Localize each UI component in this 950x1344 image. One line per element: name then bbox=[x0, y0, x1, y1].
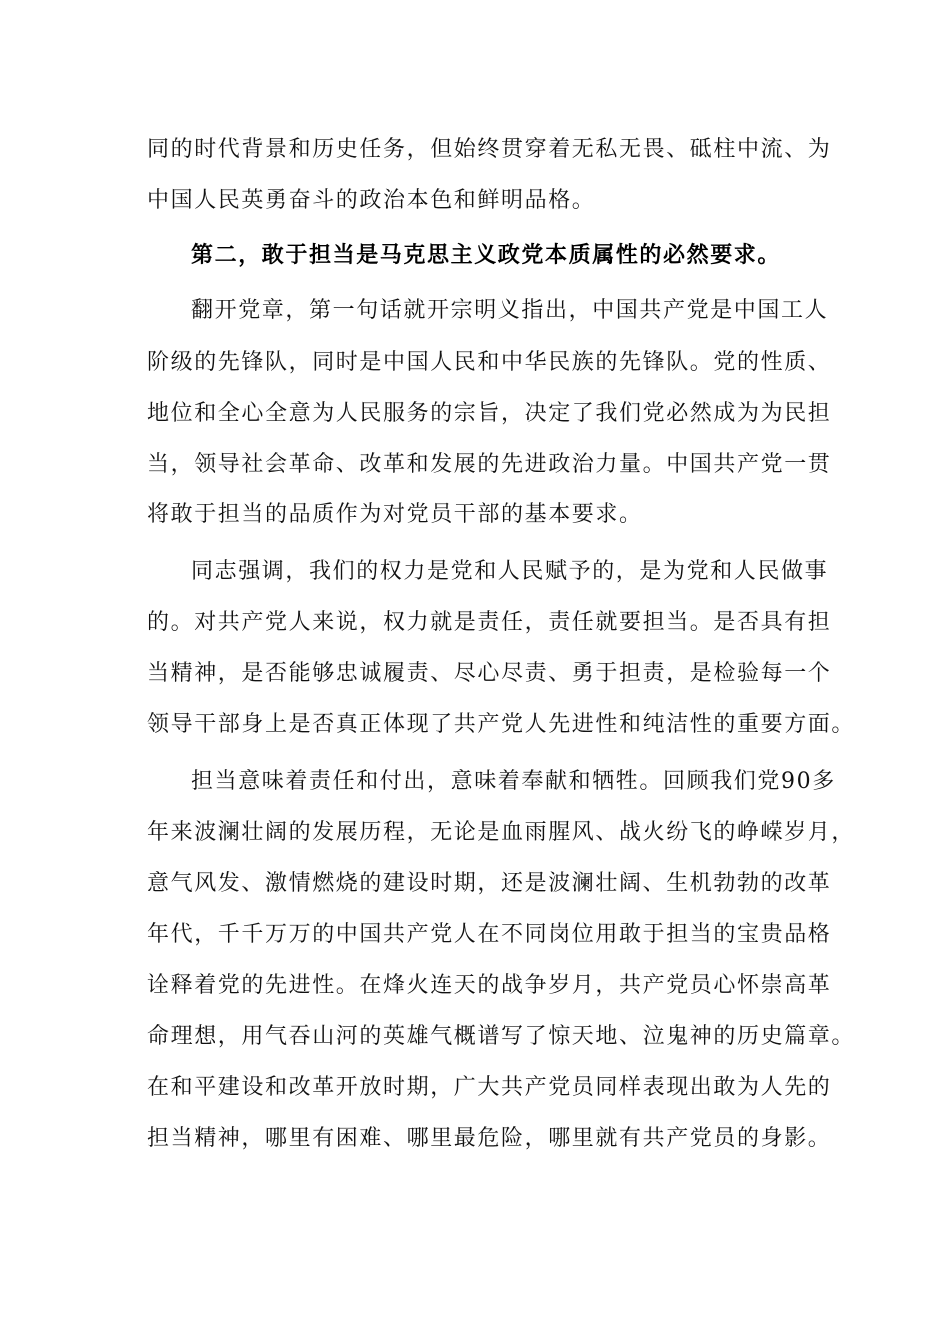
text-line: 在和平建设和改革开放时期，广大共产党员同样表现出敢为人先的 bbox=[147, 1075, 832, 1100]
text-line: 诠释着党的先进性。在烽火连天的战争岁月，共产党员心怀崇高革 bbox=[147, 973, 832, 998]
text-line: 担当精神，哪里有困难、哪里最危险，哪里就有共产党员的身影。 bbox=[147, 1126, 832, 1151]
text-line: 年来波澜壮阔的发展历程，无论是血雨腥风、战火纷飞的峥嵘岁月， bbox=[147, 820, 856, 845]
text-line: 当，领导社会革命、改革和发展的先进政治力量。中国共产党一贯 bbox=[147, 452, 832, 477]
text-line: 阶级的先锋队，同时是中国人民和中华民族的先锋队。党的性质、 bbox=[147, 350, 832, 375]
text-line: 意气风发、激情燃烧的建设时期，还是波澜壮阔、生机勃勃的改革 bbox=[147, 871, 832, 896]
text-line: 中国人民英勇奋斗的政治本色和鲜明品格。 bbox=[147, 188, 596, 213]
text-line: 的。对共产党人来说，权力就是责任，责任就要担当。是否具有担 bbox=[147, 610, 832, 635]
text-line: 将敢于担当的品质作为对党员干部的基本要求。 bbox=[147, 502, 643, 527]
text-line: 领导干部身上是否真正体现了共产党人先进性和纯洁性的重要方面。 bbox=[147, 712, 856, 737]
text-line: 命理想，用气吞山河的英雄气概谱写了惊天地、泣鬼神的历史篇章。 bbox=[147, 1024, 856, 1049]
text-line: 当精神，是否能够忠诚履责、尽心尽责、勇于担责，是检验每一个 bbox=[147, 661, 832, 686]
text-line: 年代，千千万万的中国共产党人在不同岗位用敢于担当的宝贵品格 bbox=[147, 922, 832, 947]
text-line: 同志强调，我们的权力是党和人民赋予的，是为党和人民做事 bbox=[191, 559, 829, 584]
text-line: 担当意味着责任和付出，意味着奉献和牺牲。回顾我们党90多 bbox=[191, 769, 836, 794]
text-line: 翻开党章，第一句话就开宗明义指出，中国共产党是中国工人 bbox=[191, 298, 829, 323]
section-heading: 第二，敢于担当是马克思主义政党本质属性的必然要求。 bbox=[191, 242, 782, 268]
text-line: 地位和全心全意为人民服务的宗旨，决定了我们党必然成为为民担 bbox=[147, 401, 832, 426]
text-line: 同的时代背景和历史任务，但始终贯穿着无私无畏、砥柱中流、为 bbox=[147, 137, 832, 162]
